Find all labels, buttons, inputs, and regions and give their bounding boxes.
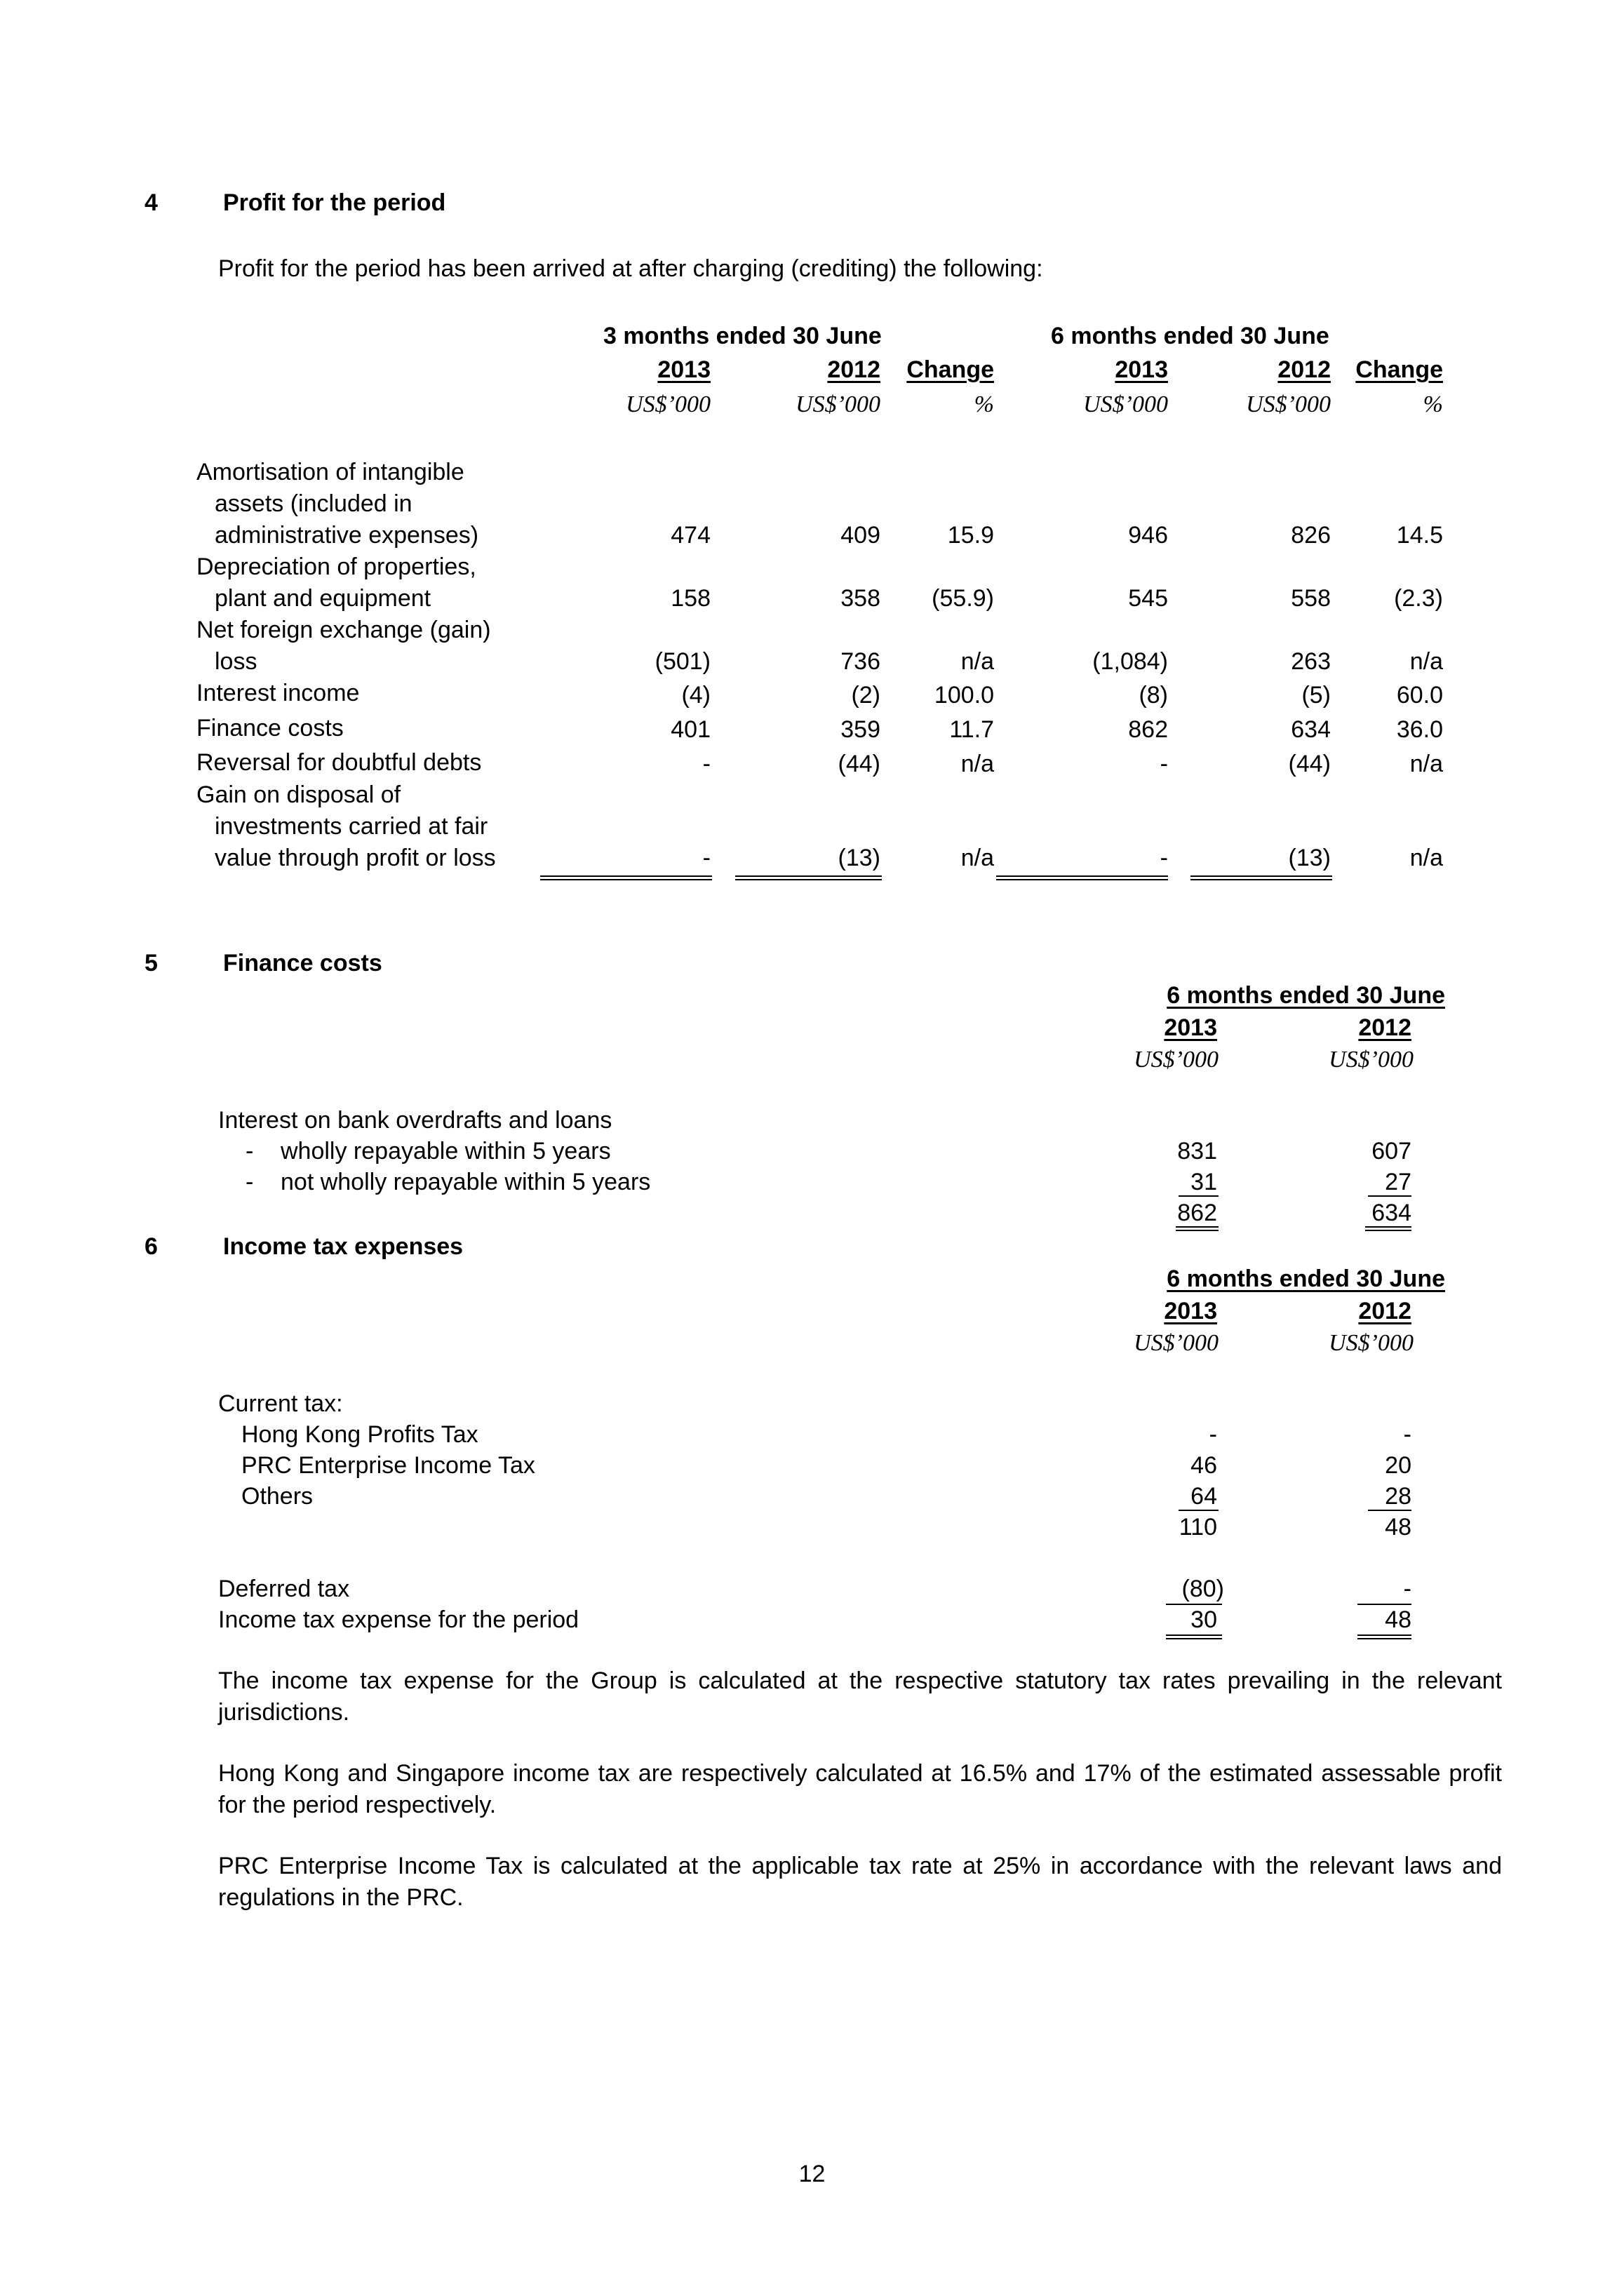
cell: 946 xyxy=(1128,522,1168,549)
cell: 15.9 xyxy=(947,522,994,549)
row-label: Depreciation of properties, xyxy=(196,553,476,580)
tax-expense-total: 48 xyxy=(1385,1606,1411,1633)
double-rule xyxy=(1166,1634,1222,1639)
row-label: Interest income xyxy=(196,680,360,706)
cell: - xyxy=(1160,751,1168,777)
page-number: 12 xyxy=(798,2161,826,2187)
row-label: Gain on disposal of xyxy=(196,781,401,808)
cell: 31 xyxy=(1190,1169,1217,1195)
cell: 401 xyxy=(671,716,711,743)
tax-note-paragraph-1: The income tax expense for the Group is calculated at the respective statutory tax rates prevailing in the relevant jurisdictions. xyxy=(218,1667,1502,1726)
cell: 263 xyxy=(1291,648,1331,675)
row-label: assets (included in xyxy=(215,490,412,517)
finance-total: 634 xyxy=(1371,1200,1411,1226)
double-rule xyxy=(1176,1226,1219,1231)
cell: n/a xyxy=(960,648,994,675)
cell: 100.0 xyxy=(934,682,994,709)
finance-unit-2012: US$’000 xyxy=(1329,1047,1414,1073)
col-6m-2012: 2012 xyxy=(1277,356,1331,383)
cell: - xyxy=(1160,845,1168,871)
cell: 474 xyxy=(671,522,711,549)
cell: 11.7 xyxy=(949,716,994,743)
finance-item-2: not wholly repayable within 5 years xyxy=(281,1169,651,1195)
cell: (80) xyxy=(1181,1576,1224,1602)
tax-note-paragraph-3: PRC Enterprise Income Tax is calculated at the applicable tax rate at 25% in accordance with the relevant laws and regulations in the PRC. xyxy=(218,1853,1502,1911)
cell: (13) xyxy=(1288,845,1331,871)
row-label: Amortisation of intangible xyxy=(196,459,464,485)
tax-subtotal: 110 xyxy=(1179,1514,1217,1540)
tax-unit-2012: US$’000 xyxy=(1329,1330,1414,1356)
subtotal-rule xyxy=(1368,1510,1411,1511)
cell: (2.3) xyxy=(1394,585,1443,612)
row-label: Net foreign exchange (gain) xyxy=(196,617,491,643)
cell: 14.5 xyxy=(1396,522,1443,549)
cell: n/a xyxy=(960,751,994,777)
tax-row-label: Others xyxy=(241,1483,314,1510)
subtotal-rule xyxy=(1368,1195,1411,1197)
tax-row-label: Hong Kong Profits Tax xyxy=(241,1421,478,1448)
tax-col-2013: 2013 xyxy=(1164,1298,1217,1324)
cell: 826 xyxy=(1291,522,1331,549)
cell: 158 xyxy=(671,585,711,612)
cell: 545 xyxy=(1128,585,1168,612)
cell: n/a xyxy=(960,845,994,871)
cell: 736 xyxy=(840,648,880,675)
list-dash: - xyxy=(246,1138,254,1164)
unit-6m-change: % xyxy=(1423,391,1443,417)
row-label: Reversal for doubtful debts xyxy=(196,749,482,776)
finance-col-2013: 2013 xyxy=(1164,1014,1217,1041)
col-6m-2013: 2013 xyxy=(1115,356,1168,383)
cell: (55.9) xyxy=(932,585,994,612)
cell: 558 xyxy=(1291,585,1331,612)
tax-note-paragraph-2: Hong Kong and Singapore income tax are respectively calculated at 16.5% and 17% of the estimated assessable profit for the period respectively. xyxy=(218,1760,1502,1818)
tax-subtotal: 48 xyxy=(1385,1514,1411,1540)
cell: 28 xyxy=(1385,1483,1411,1510)
cell: n/a xyxy=(1409,648,1443,675)
cell: (2) xyxy=(851,682,880,709)
cell: 36.0 xyxy=(1396,716,1443,743)
cell: 607 xyxy=(1371,1138,1411,1164)
tax-expense-total: 30 xyxy=(1190,1606,1217,1633)
cell: 409 xyxy=(840,522,880,549)
unit-3m-change: % xyxy=(974,391,994,417)
row-label: loss xyxy=(215,648,257,675)
cell: - xyxy=(702,845,711,871)
section-4-number: 4 xyxy=(145,189,158,216)
subtotal-rule xyxy=(1179,1510,1219,1511)
finance-unit-2013: US$’000 xyxy=(1134,1047,1219,1073)
section-4-intro: Profit for the period has been arrived at after charging (crediting) the following: xyxy=(218,255,1043,282)
col-3m-2013: 2013 xyxy=(657,356,711,383)
cell: 358 xyxy=(840,585,880,612)
section-5-number: 5 xyxy=(145,950,158,976)
tax-col-2012: 2012 xyxy=(1358,1298,1411,1324)
finance-col-2012: 2012 xyxy=(1358,1014,1411,1041)
double-rule xyxy=(996,875,1168,880)
finance-total: 862 xyxy=(1177,1200,1217,1226)
finance-header-6-months: 6 months ended 30 June xyxy=(1167,982,1445,1009)
cell: (4) xyxy=(681,682,711,709)
cell: 359 xyxy=(840,716,880,743)
unit-3m-2013: US$’000 xyxy=(626,391,711,417)
row-label: Finance costs xyxy=(196,715,344,741)
section-6-title: Income tax expenses xyxy=(223,1233,464,1260)
current-tax-label: Current tax: xyxy=(218,1390,343,1417)
cell: - xyxy=(702,751,711,777)
tax-unit-2013: US$’000 xyxy=(1134,1330,1219,1356)
row-label: value through profit or loss xyxy=(215,845,496,871)
header-3-months: 3 months ended 30 June xyxy=(603,323,882,349)
cell: 64 xyxy=(1190,1483,1217,1510)
cell: - xyxy=(1403,1576,1411,1602)
cell: - xyxy=(1403,1421,1411,1448)
deferred-tax-label: Deferred tax xyxy=(218,1576,350,1602)
row-label: plant and equipment xyxy=(215,585,431,612)
section-4-title: Profit for the period xyxy=(223,189,446,216)
cell: 27 xyxy=(1385,1169,1411,1195)
finance-heading: Interest on bank overdrafts and loans xyxy=(218,1107,612,1134)
double-rule xyxy=(1357,1634,1411,1639)
cell: (44) xyxy=(1288,751,1331,777)
cell: 634 xyxy=(1291,716,1331,743)
tax-expense-label: Income tax expense for the period xyxy=(218,1606,579,1633)
subtotal-rule xyxy=(1179,1195,1219,1197)
section-5-title: Finance costs xyxy=(223,950,382,976)
col-6m-change: Change xyxy=(1355,356,1443,383)
cell: - xyxy=(1209,1421,1217,1448)
double-rule xyxy=(735,875,882,880)
list-dash: - xyxy=(246,1169,254,1195)
cell: (13) xyxy=(838,845,880,871)
header-6-months: 6 months ended 30 June xyxy=(1051,323,1329,349)
col-3m-change: Change xyxy=(906,356,994,383)
cell: 831 xyxy=(1177,1138,1217,1164)
cell: 60.0 xyxy=(1396,682,1443,709)
tax-header-6-months: 6 months ended 30 June xyxy=(1167,1266,1445,1292)
double-rule xyxy=(1365,1226,1411,1231)
unit-6m-2013: US$’000 xyxy=(1083,391,1168,417)
col-3m-2012: 2012 xyxy=(827,356,880,383)
cell: n/a xyxy=(1409,751,1443,777)
cell: 862 xyxy=(1128,716,1168,743)
cell: (501) xyxy=(655,648,711,675)
row-label: administrative expenses) xyxy=(215,522,479,549)
tax-row-label: PRC Enterprise Income Tax xyxy=(241,1452,535,1479)
cell: 46 xyxy=(1190,1452,1217,1479)
finance-item-1: wholly repayable within 5 years xyxy=(281,1138,611,1164)
cell: 20 xyxy=(1385,1452,1411,1479)
cell: (8) xyxy=(1139,682,1168,709)
cell: (44) xyxy=(838,751,880,777)
unit-3m-2012: US$’000 xyxy=(796,391,880,417)
cell: (1,084) xyxy=(1092,648,1168,675)
double-rule xyxy=(540,875,712,880)
unit-6m-2012: US$’000 xyxy=(1246,391,1331,417)
cell: (5) xyxy=(1301,682,1331,709)
section-6-number: 6 xyxy=(145,1233,158,1260)
row-label: investments carried at fair xyxy=(215,813,488,840)
double-rule xyxy=(1190,875,1332,880)
cell: n/a xyxy=(1409,845,1443,871)
